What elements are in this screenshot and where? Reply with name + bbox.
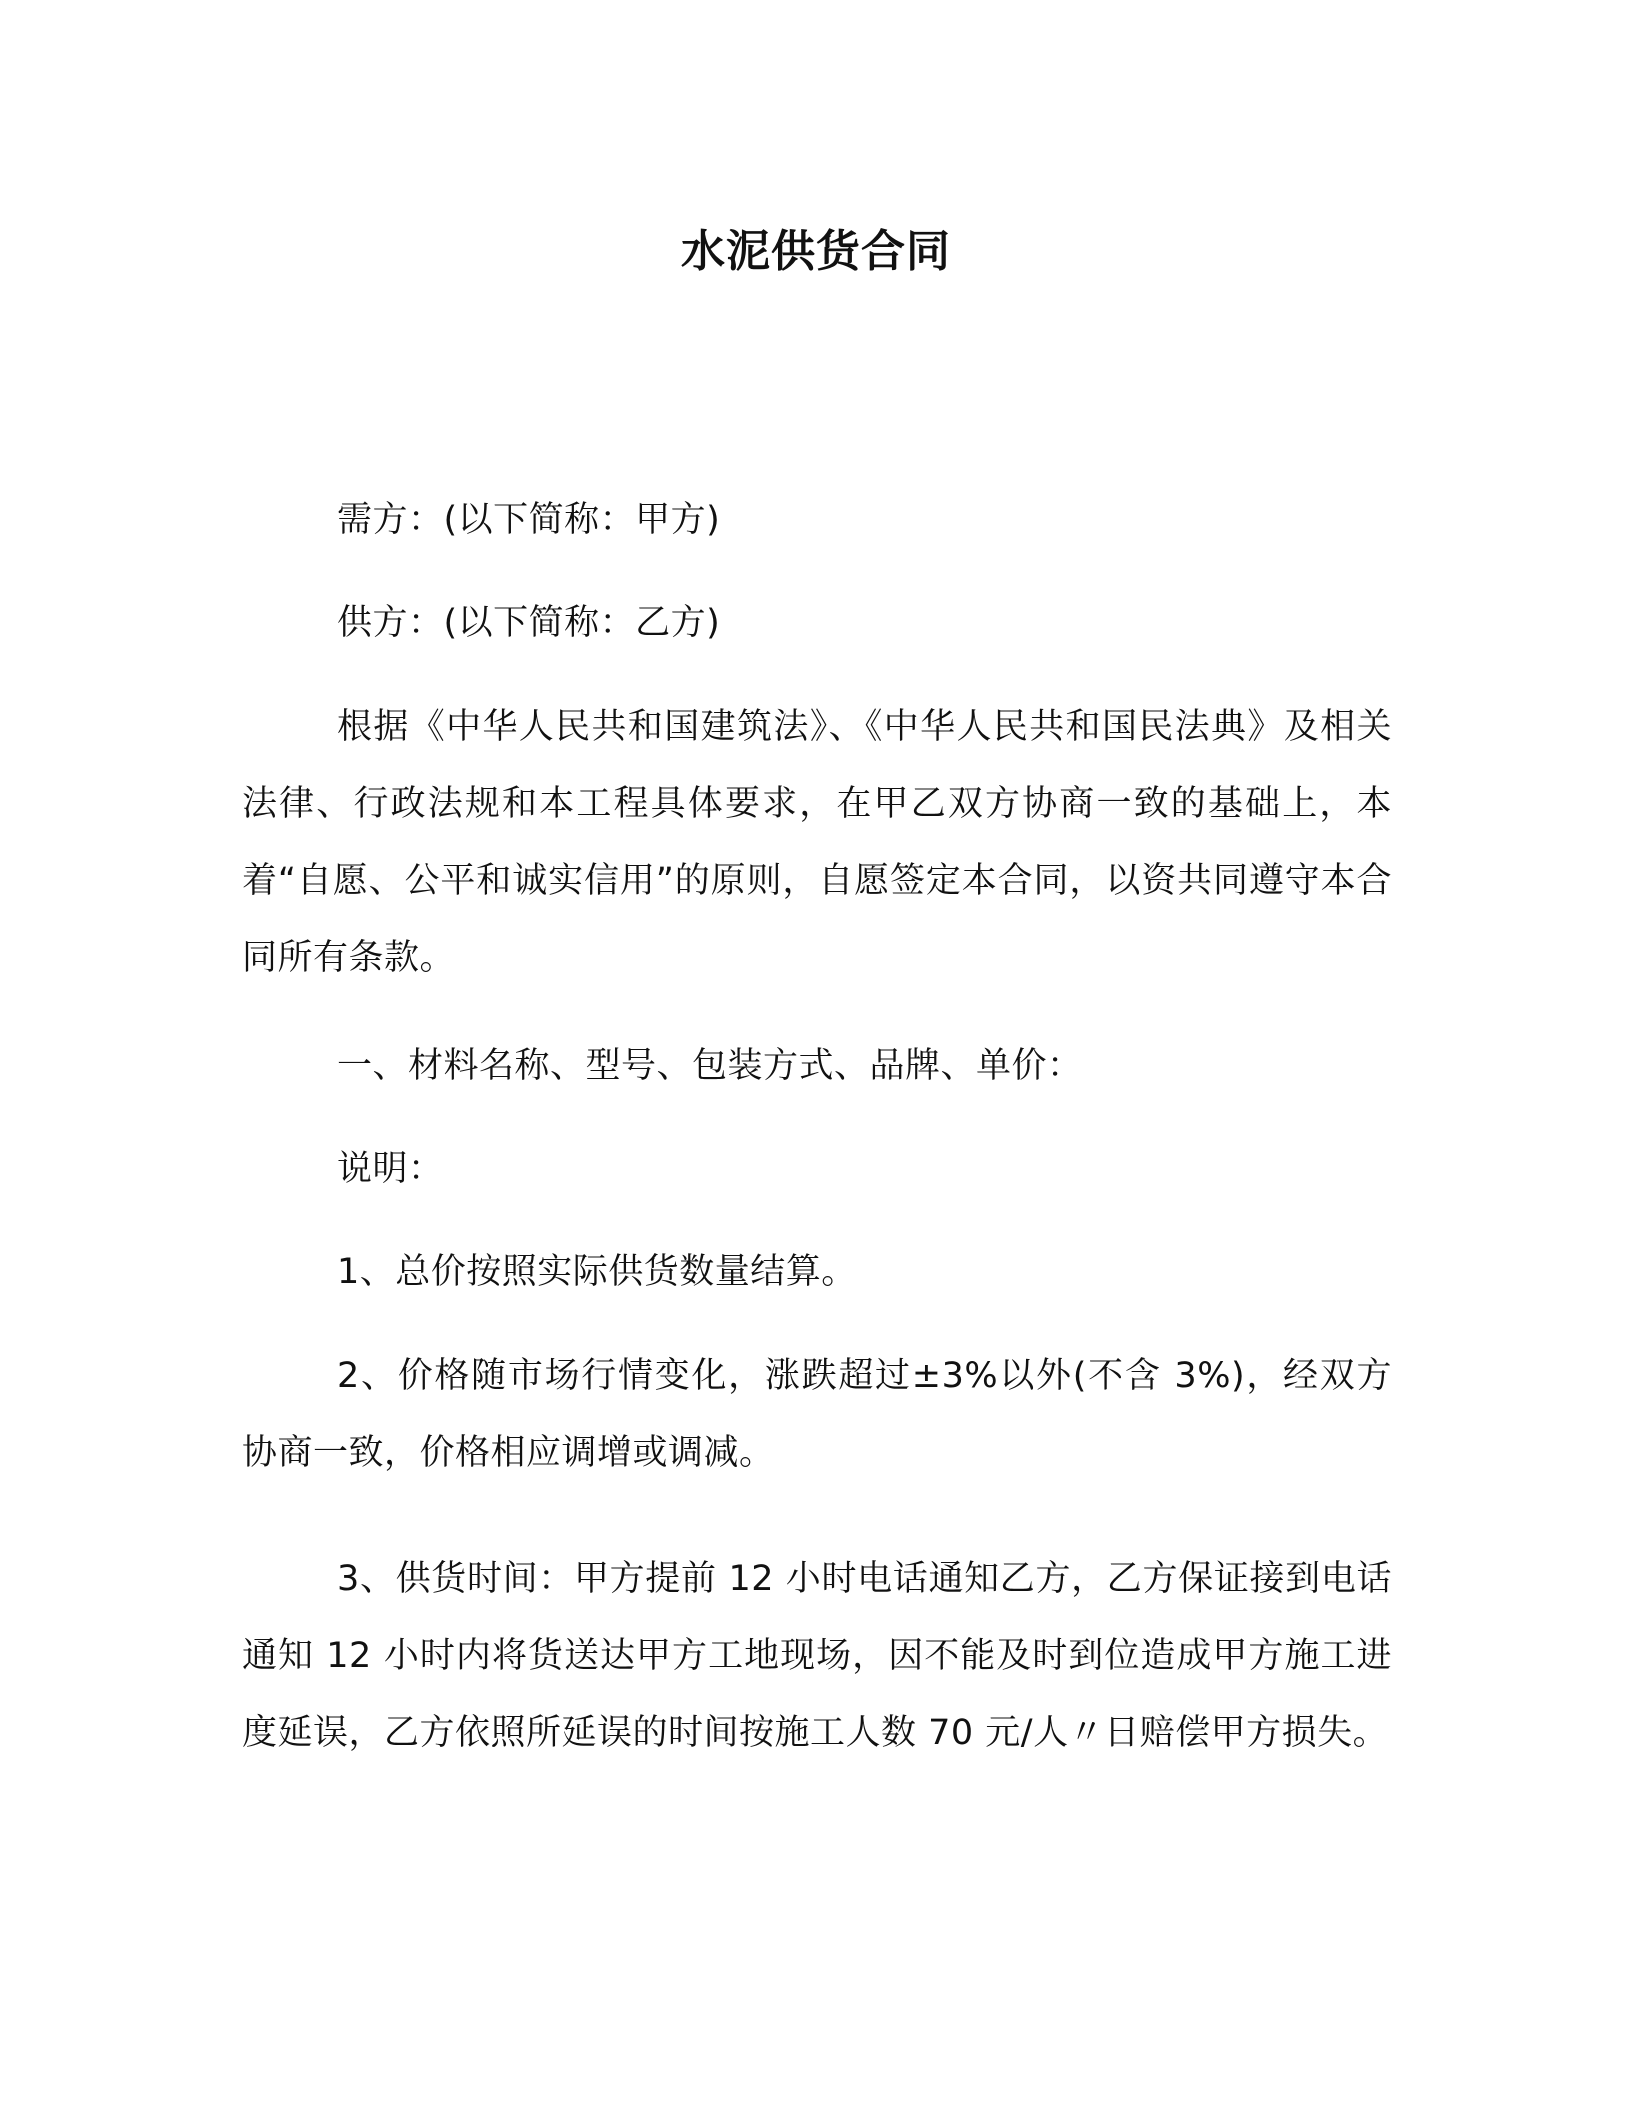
- section-heading-materials: 一、材料名称、型号、包装方式、品牌、单价：: [337, 1046, 1083, 1086]
- demand-party-line: 需方：(以下简称：甲方): [337, 500, 721, 540]
- clause-item-3: 3、供货时间：甲方提前 12 小时电话通知乙方，乙方保证接到电话通知 12 小时内将货送达甲方工地现场，因不能及时到位造成甲方施工进度延误，乙方依照所延误的时间按施工人数 70 元/人〃日赔偿甲方损失。: [242, 1559, 1392, 1753]
- document-title: 水泥供货合同: [681, 226, 951, 277]
- clause-item-1: 1、总价按照实际供货数量结算。: [337, 1252, 857, 1292]
- note-label: 说明：: [337, 1149, 444, 1189]
- intro-paragraph: 根据《中华人民共和国建筑法》、《中华人民共和国民法典》及相关法律、行政法规和本工程具体要求，在甲乙双方协商一致的基础上，本着“自愿、公平和诚实信用”的原则，自愿签定本合同，以资共同遵守本合同所有条款。: [242, 707, 1392, 978]
- clause-item-2: 2、价格随市场行情变化，涨跌超过±3%以外(不含 3%)，经双方协商一致，价格相应调增或调减。: [242, 1356, 1392, 1473]
- supply-party-line: 供方：(以下简称：乙方): [337, 603, 721, 643]
